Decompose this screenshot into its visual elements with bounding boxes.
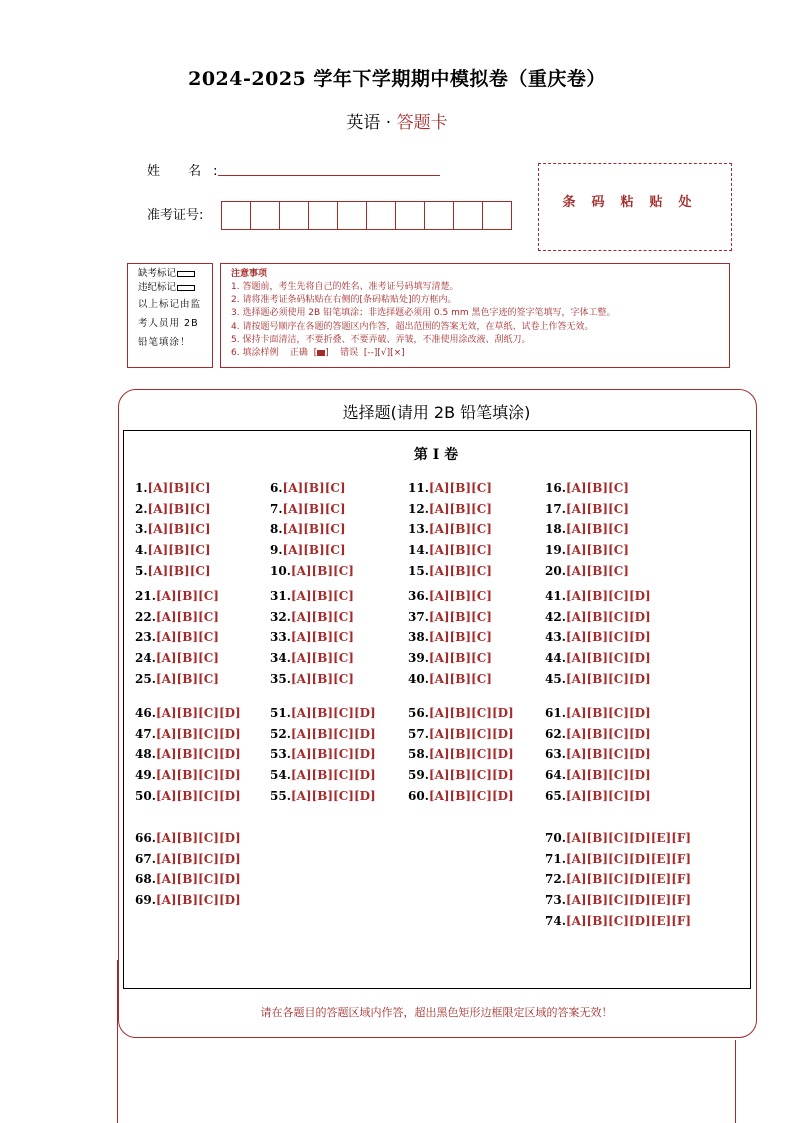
question-63[interactable] [545,747,651,761]
question-24[interactable] [135,651,219,665]
wrong-label: 错误 [340,348,359,359]
question-number: 40. [408,671,429,686]
question-number: 70. [545,831,566,845]
absent-mark-label: 缺考标记 [138,268,177,279]
question-65[interactable] [545,789,651,803]
question-number: 51. [270,706,291,720]
question-52[interactable] [270,727,376,741]
violation-mark-label: 违纪标记 [138,282,177,293]
answer-options[interactable]: [A][B][C][D] [428,726,514,741]
mark-note-line: 考人员用 2B [138,318,199,329]
question-number: 24. [135,651,156,666]
question-number: 62. [545,726,566,741]
answer-options[interactable]: [A][B][C] [282,481,346,495]
question-62[interactable] [545,727,651,741]
question-number: 67. [135,851,156,866]
question-71[interactable] [545,852,691,866]
question-72[interactable] [545,872,691,886]
question-33[interactable] [270,630,354,644]
question-number: 43. [545,630,566,645]
subtitle-separator: · [385,113,392,133]
answer-options[interactable]: [A][B][C] [565,481,629,495]
question-39[interactable] [408,651,492,665]
answer-options[interactable]: [A][B][C][D][E][F] [565,851,692,866]
exam-id-cell[interactable] [395,201,425,230]
answer-options[interactable]: [A][B][C] [147,563,211,578]
question-41[interactable] [545,589,651,603]
question-58[interactable] [408,747,514,761]
exam-id-cell[interactable] [279,201,309,230]
question-48[interactable] [135,747,241,761]
answer-options[interactable]: [A][B][C][D] [155,872,241,887]
question-number: 25. [135,671,156,686]
question-number: 71. [545,851,566,866]
question-number: 36. [408,589,429,603]
answer-options[interactable]: [A][B][C][D][E][F] [565,872,692,887]
question-number: 68. [135,872,156,887]
question-number: 9. [270,543,283,558]
page-title: 2024-2025 学年下学期期中模拟卷（重庆卷） [188,68,606,90]
question-number: 47. [135,726,156,741]
question-25[interactable] [135,672,219,686]
question-66[interactable] [135,831,241,845]
answer-options[interactable]: [A][B][C] [428,671,492,686]
question-number: 50. [135,788,156,803]
answer-options[interactable]: [A][B][C][D] [290,726,376,741]
question-10[interactable] [270,564,354,578]
question-number: 33. [270,630,291,645]
question-number: 17. [545,501,566,516]
page-subtitle [0,108,794,133]
question-number: 52. [270,726,291,741]
question-number: 60. [408,788,429,803]
question-9[interactable] [270,543,346,557]
question-1[interactable] [135,481,211,495]
question-44[interactable] [545,651,651,665]
question-22[interactable] [135,610,219,624]
question-number: 32. [270,609,291,624]
answer-options[interactable]: [A][B][C] [428,563,492,578]
answer-options[interactable]: [A][B][C][D] [565,788,651,803]
question-50[interactable] [135,789,241,803]
answer-options[interactable]: [A][B][C][D][E][F] [565,893,692,908]
answer-options[interactable]: [A][B][C] [565,522,629,537]
question-68[interactable] [135,872,241,886]
question-number: 61. [545,706,566,720]
answer-options[interactable]: [A][B][C] [147,481,211,495]
question-number: 38. [408,630,429,645]
question-number: 16. [545,481,566,495]
answer-options[interactable]: [A][B][C][D] [155,726,241,741]
answer-options[interactable]: [A][B][C][D] [155,893,241,908]
question-number: 14. [408,543,429,558]
question-60[interactable] [408,789,514,803]
answer-options[interactable]: [A][B][C] [282,543,346,558]
question-number: 6. [270,481,283,495]
answer-options[interactable]: [A][B][C] [428,543,492,558]
answer-options[interactable]: [A][B][C] [147,522,211,537]
question-number: 7. [270,501,283,516]
question-53[interactable] [270,747,376,761]
question-74[interactable] [545,914,691,928]
question-number: 46. [135,706,156,720]
absent-mark-box[interactable] [177,271,195,277]
answer-options[interactable]: [A][B][C] [290,589,354,603]
answer-options[interactable]: [A][B][C][D] [155,851,241,866]
answer-options[interactable]: [A][B][C][D] [428,788,514,803]
mark-note-line: 以上标记由监 [138,299,202,310]
question-7[interactable] [270,502,346,516]
mark-box [127,263,213,368]
question-number: 57. [408,726,429,741]
question-36[interactable] [408,589,492,603]
question-61[interactable] [545,706,651,720]
question-37[interactable] [408,610,492,624]
notice-item: 1. 答题前，考生先将自己的姓名、准考证号码填写清楚。 [231,282,459,292]
question-2[interactable] [135,502,211,516]
notice-item-6: 6. 填涂样例 正确 [ ] 错误 [--][√][×] [231,348,405,359]
exam-id-cell[interactable] [453,201,483,230]
question-number: 39. [408,651,429,666]
question-47[interactable] [135,727,241,741]
answer-options[interactable]: [A][B][C][D] [565,609,651,624]
answer-options[interactable]: [A][B][C][D] [155,747,241,762]
answer-options[interactable]: [A][B][C] [565,501,629,516]
answer-options[interactable]: [A][B][C] [290,630,354,645]
answer-options[interactable]: [A][B][C] [155,589,219,603]
question-number: 74. [545,913,566,928]
answer-options[interactable]: [A][B][C][D] [565,747,651,762]
question-73[interactable] [545,893,691,907]
question-35[interactable] [270,672,354,686]
notice-item: 2. 请将准考证条码粘贴在右侧的[条码粘贴处]的方框内。 [231,295,457,306]
question-32[interactable] [270,610,354,624]
question-number: 20. [545,563,566,578]
wrong-samples: [--][√][×] [363,348,405,359]
filled-sample-icon [317,350,325,356]
question-56[interactable] [408,706,514,720]
answer-options[interactable]: [A][B][C] [565,563,629,578]
name-field[interactable] [218,175,440,176]
question-number: 58. [408,747,429,762]
subject-label: 英语 [346,113,381,133]
question-number: 31. [270,589,291,603]
question-46[interactable] [135,706,241,720]
question-number: 37. [408,609,429,624]
question-45[interactable] [545,672,651,686]
barcode-area [538,163,732,251]
question-number: 23. [135,630,156,645]
question-31[interactable] [270,589,354,603]
question-number: 12. [408,501,429,516]
question-19[interactable] [545,543,629,557]
question-16[interactable] [545,481,629,495]
question-69[interactable] [135,893,241,907]
answer-options[interactable]: [A][B][C][D] [565,706,651,720]
question-number: 42. [545,609,566,624]
section-title: 选择题(请用 2B 铅笔填涂) [342,403,531,422]
answer-options[interactable]: [A][B][C][D] [155,706,241,720]
question-6[interactable] [270,481,346,495]
question-number: 3. [135,522,148,537]
answer-options[interactable]: [A][B][C][D] [290,768,376,783]
question-number: 4. [135,543,148,558]
question-number: 63. [545,747,566,762]
answer-options[interactable]: [A][B][C] [155,609,219,624]
question-49[interactable] [135,768,241,782]
answer-options[interactable]: [A][B][C][D][E][F] [565,831,692,845]
answer-options[interactable]: [A][B][C] [428,630,492,645]
question-number: 22. [135,609,156,624]
answer-options[interactable]: [A][B][C] [428,609,492,624]
answer-options[interactable]: [A][B][C][D] [428,706,514,720]
question-number: 53. [270,747,291,762]
question-11[interactable] [408,481,492,495]
answer-options[interactable]: [A][B][C] [155,671,219,686]
notice-item: 5. 保持卡面清洁，不要折叠、不要弄破、弄皱，不准使用涂改液、刮纸刀。 [231,334,531,345]
answer-options[interactable]: [A][B][C] [290,609,354,624]
answer-options[interactable]: [A][B][C][D] [290,747,376,762]
question-38[interactable] [408,630,492,644]
question-number: 11. [408,481,429,495]
answer-options[interactable]: [A][B][C] [428,522,492,537]
absent-mark[interactable] [138,267,208,281]
answer-options[interactable]: [A][B][C][D] [565,726,651,741]
question-number: 19. [545,543,566,558]
notice-item: 4. 请按题号顺序在各题的答题区内作答，超出范围的答案无效，在草纸、试卷上作答无效。 [231,321,594,332]
question-70[interactable] [545,831,691,845]
answer-options[interactable]: [A][B][C] [155,630,219,645]
answer-options[interactable]: [A][B][C][D] [428,768,514,783]
answer-options[interactable]: [A][B][C] [428,651,492,666]
answer-options[interactable]: [A][B][C][D] [290,788,376,803]
exam-id-cell[interactable] [424,201,454,230]
question-57[interactable] [408,727,514,741]
question-23[interactable] [135,630,219,644]
answer-options[interactable]: [A][B][C][D][E][F] [565,913,692,928]
notice-box [220,263,730,368]
answer-options[interactable]: [A][B][C][D] [565,589,651,603]
answer-options[interactable]: [A][B][C] [565,543,629,558]
question-number: 21. [135,589,156,603]
name-label: 姓 名: [147,164,230,179]
answer-options[interactable]: [A][B][C] [282,522,346,537]
answer-options[interactable]: [A][B][C][D] [155,768,241,783]
question-15[interactable] [408,564,492,578]
question-51[interactable] [270,706,376,720]
exam-id-cell[interactable] [366,201,396,230]
answer-options[interactable]: [A][B][C][D] [155,831,241,845]
answer-options[interactable]: [A][B][C] [282,501,346,516]
question-number: 2. [135,501,148,516]
answer-card-label: 答题卡 [396,113,448,133]
exam-id-cell[interactable] [250,201,280,230]
part-title: 第 I 卷 [413,447,459,463]
exam-id-grid[interactable] [222,201,512,230]
question-number: 15. [408,563,429,578]
question-13[interactable] [408,522,492,536]
question-number: 56. [408,706,429,720]
question-20[interactable] [545,564,629,578]
question-number: 72. [545,872,566,887]
correct-label: 正确 [289,348,308,359]
question-number: 69. [135,893,156,908]
answer-options[interactable]: [A][B][C] [428,481,492,495]
question-number: 59. [408,768,429,783]
exam-id-cell[interactable] [308,201,338,230]
question-number: 73. [545,893,566,908]
exam-id-label: 准考证号: [147,208,204,223]
answer-options[interactable]: [A][B][C][D] [428,747,514,762]
frame-left-line [117,960,118,1123]
question-67[interactable] [135,852,241,866]
mark-note-line: 铅笔填涂！ [138,337,191,348]
question-21[interactable] [135,589,219,603]
answer-options[interactable]: [A][B][C][D] [290,706,376,720]
answer-options[interactable]: [A][B][C][D] [155,788,241,803]
question-59[interactable] [408,768,514,782]
question-number: 34. [270,651,291,666]
answer-options[interactable]: [A][B][C] [290,671,354,686]
barcode-label: 条码粘贴处 [562,194,708,210]
question-number: 54. [270,768,291,783]
exam-id-cell[interactable] [221,201,251,230]
violation-mark[interactable] [138,281,208,295]
question-number: 55. [270,788,291,803]
question-5[interactable] [135,564,211,578]
question-14[interactable] [408,543,492,557]
question-17[interactable] [545,502,629,516]
question-number: 10. [270,563,291,578]
question-40[interactable] [408,672,492,686]
notice-item: 3. 选择题必须使用 2B 铅笔填涂；非选择题必须用 0.5 mm 黑色字迹的签字笔填写，字体工整。 [231,308,616,319]
answer-options[interactable]: [A][B][C] [155,651,219,666]
notice-heading: 注意事项 [231,269,268,279]
question-8[interactable] [270,522,346,536]
question-64[interactable] [545,768,651,782]
question-12[interactable] [408,502,492,516]
question-number: 41. [545,589,566,603]
answer-options[interactable]: [A][B][C] [428,589,492,603]
question-18[interactable] [545,522,629,536]
answer-options[interactable]: [A][B][C] [147,543,211,558]
question-42[interactable] [545,610,651,624]
notice-item-6-prefix: 6. 填涂样例 [231,348,279,359]
answer-options[interactable]: [A][B][C] [428,501,492,516]
question-3[interactable] [135,522,211,536]
answer-options[interactable]: [A][B][C][D] [565,651,651,666]
exam-id-cell[interactable] [482,201,512,230]
question-54[interactable] [270,768,376,782]
question-number: 44. [545,651,566,666]
question-number: 65. [545,788,566,803]
answer-options[interactable]: [A][B][C][D] [565,630,651,645]
answer-options[interactable]: [A][B][C] [290,563,354,578]
question-number: 1. [135,481,148,495]
question-number: 45. [545,671,566,686]
question-number: 48. [135,747,156,762]
question-number: 8. [270,522,283,537]
frame-right-line [735,1040,736,1123]
question-number: 35. [270,671,291,686]
answer-options[interactable]: [A][B][C][D] [565,671,651,686]
answer-options[interactable]: [A][B][C][D] [565,768,651,783]
question-number: 5. [135,563,148,578]
question-4[interactable] [135,543,211,557]
question-55[interactable] [270,789,376,803]
footer-warning: 请在各题目的答题区域内作答，超出黑色矩形边框限定区域的答案无效！ [260,1006,613,1019]
question-number: 18. [545,522,566,537]
question-34[interactable] [270,651,354,665]
exam-id-cell[interactable] [337,201,367,230]
answer-options[interactable]: [A][B][C] [147,501,211,516]
question-number: 64. [545,768,566,783]
question-number: 13. [408,522,429,537]
question-number: 66. [135,831,156,845]
question-43[interactable] [545,630,651,644]
answer-options[interactable]: [A][B][C] [290,651,354,666]
violation-mark-box[interactable] [177,285,195,291]
question-number: 49. [135,768,156,783]
